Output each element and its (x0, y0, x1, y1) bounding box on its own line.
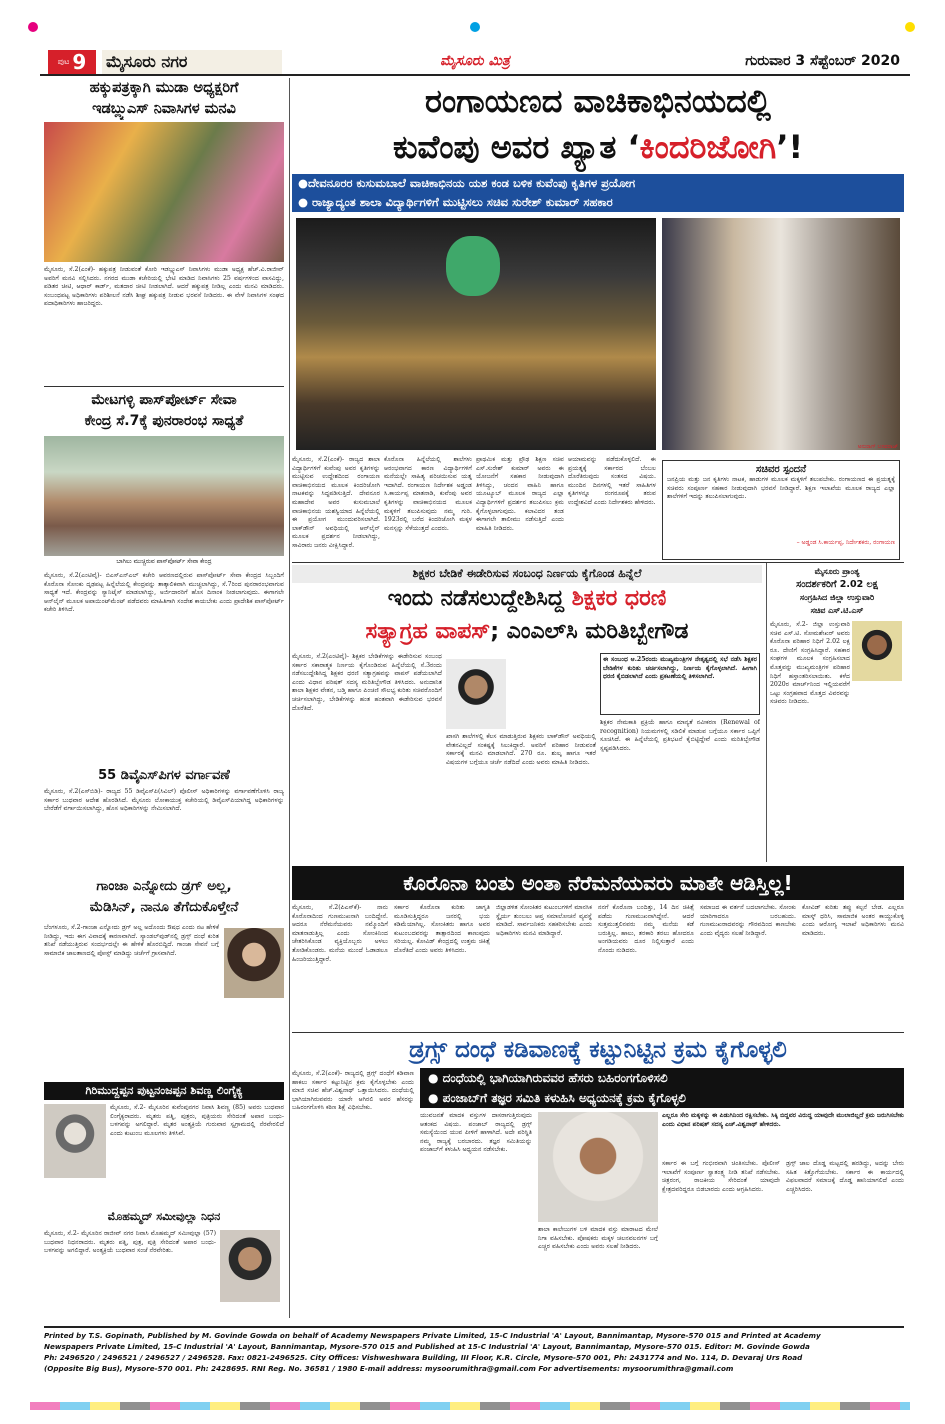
page-header (40, 46, 910, 76)
corona-banner: ಕೊರೊನಾ ಬಂತು ಅಂತಾ ನೆರೆಮನೆಯವರು ಮಾತೇ ಆಡಿಸ್ತಿಲ್ಲ! (292, 866, 904, 900)
corona-body-col6: ಕೋವಿಡ್ ಕುರಿತು ತಪ್ಪು ಕಲ್ಪನೆ ಬೇಡ. ಎಲ್ಲರೂ ಮಾಸ್ಕ್ ಧರಿಸಿ, ಸಾಮಾಜಿಕ ಅಂತರ ಕಾಯ್ದುಕೊಳ್ಳಿ ಎಂದು ಆರೋಗ್ಯ ಇಲಾಖೆ ಅಧಿಕಾರಿಗಳು ಮನವಿ ಮಾಡಿದರು. (802, 904, 904, 937)
article-ganja-body: ಬೆಂಗಳೂರು, ಸೆ.2-ಗಾಂಜಾ ಎನ್ನೋದು ಡ್ರಗ್ ಅಲ್ಲ ಅದೊಂದು ಔಷಧ ಎಂದು ನಟ ಹೇಳಿಕೆ ನೀಡಿದ್ದು, ಇದು ಈಗ ವಿವಾದಕ್ಕೆ ಕಾರಣವಾಗಿದೆ. ಸ್ಯಾಂಡಲ್‌ವುಡ್‌ನಲ್ಲಿ ಡ್ರಗ್ಸ್ ದಂಧೆ ಕುರಿತ ತನಿಖೆ ನಡೆಯುತ್ತಿರುವ ಸಂದರ್ಭದಲ್ಲೇ ಈ ಹೇಳಿಕೆ ಹೊರಬಿದ್ದಿದೆ. ಗಾಂಜಾ ಸೇವನೆ ಬಗ್ಗೆ ಸಾಮಾಜಿಕ ಜಾಲತಾಣದಲ್ಲಿ ಪೋಸ್ಟ್ ಮಾಡಿದ್ದು ಚರ್ಚೆಗೆ ಗ್ರಾಸವಾಗಿದೆ. (44, 924, 219, 957)
quote-title: ಸಚಿವರ ಸ್ಪಂದನೆ (755, 464, 807, 475)
corona-body-col2: ಸರ್ಕಾರ ಕೊರೊನಾ ಕುರಿತು ಜಾಗೃತಿ ಮೂಡಿಸುತ್ತಿದ್ದರೂ ಜನರಲ್ಲಿ ಭಯ ಕಡಿಮೆಯಾಗಿಲ್ಲ. ಸೋಂಕಿತರು ಹಾಗೂ ಅವರ ಕುಟುಂಬದವರನ್ನು ತಾತ್ಸಾರದಿಂದ ಕಾಣುವುದು ಸರಿಯಲ್ಲ. ಕೋವಿಡ್ ಕೇಂದ್ರದಲ್ಲಿ ಉತ್ತಮ ಚಿಕಿತ್ಸೆ ದೊರೆತಿದೆ ಎಂದು ಅವರು ತಿಳಿಸಿದರು. (394, 904, 490, 954)
imprint: Printed by T.S. Gopinath, Published by M. Govinde Gowda on behalf of Academy Newspapers Private Limited, 15-C Industrial 'A' Layout, Bannimantap, Mysore-570 015 and Printed at Academy Newspapers Private Limited, 15-C Industrial 'A' Layout, Bannimantap, Mysore-570 015 and Published at 15-C Industrial 'A' Layout, Bannimantap, Mysore-570 015. Editor: M. Govinde Gowda Ph: 2496520 / 2496521 / 2496527 / 2496528. Fax: 0821-2496525. City Offices: Vishweshwara Building, III Floor, K.R. Circle, Mysore-570 001, Ph: 2431774 and No. 114, D. Devaraj Urs Road (Opposite Big Bus), Mysore-570 001. Ph: 2428695. RNI Reg. No. 36581 / 1980 E-mail address: mysoorumithra@gmail.com For advertisements: mysoorumithra@gmail.com (44, 1326, 904, 1382)
drugs-body-col5: ಡ್ರಗ್ಸ್ ಜಾಲ ದೊಡ್ಡ ಮಟ್ಟದಲ್ಲಿ ಹರಡಿದ್ದು, ಅದನ್ನು ಬೇರು ಸಹಿತ ಕಿತ್ತೊಗೆಯಬೇಕು. ಸರ್ಕಾರ ಈ ಕಾರ್ಯದಲ್ಲಿ ವಿಫಲವಾದರೆ ಸಮಾಜಕ್ಕೆ ದೊಡ್ಡ ಹಾನಿಯಾಗಲಿದೆ ಎಂದು ಎಚ್ಚರಿಸಿದರು. (786, 1160, 904, 1193)
column-divider (289, 78, 290, 1318)
section-name: ಮೈಸೂರು ನಗರ (102, 50, 282, 74)
registration-mark (28, 22, 38, 32)
drugs-body-col1: ಮೈಸೂರು, ಸೆ.2(ಎಂಕೆ)- ರಾಜ್ಯದಲ್ಲಿ ಡ್ರಗ್ಸ್ ದಂಧೆಗೆ ಕಡಿವಾಣ ಹಾಕಲು ಸರ್ಕಾರ ಕಟ್ಟುನಿಟ್ಟಿನ ಕ್ರಮ ಕೈಗೊಳ್ಳಬೇಕು ಎಂದು ಮಾಜಿ ಸಚಿವ ಹೆಚ್.ವಿಶ್ವನಾಥ್ ಒತ್ತಾಯಿಸಿದರು. ದಂಧೆಯಲ್ಲಿ ಭಾಗಿಯಾಗಿರುವವರು ಯಾರೇ ಆಗಿರಲಿ ಅವರ ಹೆಸರನ್ನು ಬಹಿರಂಗಗೊಳಿಸಿ ಕಠಿಣ ಶಿಕ್ಷೆ ವಿಧಿಸಬೇಕು. (292, 1070, 414, 1112)
article-dysp-body: ಮೈಸೂರು, ಸೆ.2(ಎಸ್‌ಬಿಡಿ)- ರಾಜ್ಯದ 55 ಡಿವೈಎಸ್‌ಪಿ(ಸಿವಿಲ್) ಪೊಲೀಸ್ ಅಧಿಕಾರಿಗಳನ್ನು ವರ್ಗಾವಣೆಗೊಳಿಸಿ ರಾಜ್ಯ ಸರ್ಕಾರ ಬುಧವಾರ ಆದೇಶ ಹೊರಡಿಸಿದೆ. ಮೈಸೂರು ಲೋಕಾಯುಕ್ತ ಕಚೇರಿಯಲ್ಲಿ ಡಿವೈಎಸ್‌ಪಿಯಾಗಿದ್ದ ಅಧಿಕಾರಿಗಳನ್ನು ಬೇರೆಡೆಗೆ ವರ್ಗಾಯಿಸಲಾಗಿದ್ದು, ಹೊಸ ಅಧಿಕಾರಿಗಳನ್ನು ನೇಮಿಸಲಾಗಿದೆ. (44, 788, 284, 813)
photo-minister-handover (662, 218, 900, 450)
registration-mark (905, 22, 915, 32)
article-muda-body: ಮೈಸೂರು, ಸೆ.2(ಎಂಕೆ)- ಹಕ್ಕುಪತ್ರ ನೀಡುವಂತೆ ಕೋರಿ ಇಡಬ್ಲ್ಯುಎಸ್ ನಿವಾಸಿಗಳು ಮುಡಾ ಅಧ್ಯಕ್ಷ ಹೆಚ್.ವಿ.ರಾಜೀವ್ ಅವರಿಗೆ ಮನವಿ ಸಲ್ಲಿಸಿದರು. ನಗರದ ಮುಡಾ ಕಚೇರಿಯಲ್ಲಿ ಭೇಟಿ ಮಾಡಿದ ನಿವಾಸಿಗಳು 25 ವರ್ಷಗಳಿಂದ ವಾಸವಿದ್ದು, ಪಡಿತರ ಚೀಟಿ, ಆಧಾರ್ ಕಾರ್ಡ್, ಮತದಾರ ಚೀಟಿ ನೀಡಲಾಗಿದೆ. ಆದರೆ ಹಕ್ಕುಪತ್ರ ನೀಡಿಲ್ಲ ಎಂದು ಮನವಿ ಮಾಡಿದರು. ಸಂಬಂಧಪಟ್ಟ ಅಧಿಕಾರಿಗಳು ಪರಿಶೀಲನೆ ನಡೆಸಿ ಶೀಘ್ರ ಹಕ್ಕುಪತ್ರ ನೀಡುವ ಭರವಸೆ ನೀಡಿದರು. ಈ ವೇಳೆ ನಿವಾಸಿಗಳ ಸಂಘದ ಪದಾಧಿಕಾರಿಗಳು ಹಾಜರಿದ್ದರು. (44, 266, 284, 308)
article-passport-body: ಮೈಸೂರು, ಸೆ.2(ಎಂಟಿವೈ)- ಬಿಎಸ್‌ಎನ್‌ಎಲ್ ಕಚೇರಿ ಆವರಣದಲ್ಲಿರುವ ಪಾಸ್‌ಪೋರ್ಟ್ ಸೇವಾ ಕೇಂದ್ರದ ಸಿಬ್ಬಂದಿಗೆ ಕೊರೊನಾ ಸೋಂಕು ದೃಢಪಟ್ಟ ಹಿನ್ನೆಲೆಯಲ್ಲಿ ಕೇಂದ್ರವನ್ನು ತಾತ್ಕಾಲಿಕವಾಗಿ ಮುಚ್ಚಲಾಗಿದ್ದು, ಸೆ.7ರಿಂದ ಪುನರಾರಂಭವಾಗುವ ಸಾಧ್ಯತೆ ಇದೆ. ಕೇಂದ್ರವನ್ನು ಸ್ಯಾನಿಟೈಸ್ ಮಾಡಲಾಗಿದ್ದು, ಅರ್ಜಿದಾರರಿಗೆ ಹೊಸ ದಿನಾಂಕ ನೀಡಲಾಗುವುದು. ಈಗಾಗಲೇ ಆನ್‌ಲೈನ್ ಮೂಲಕ ಅಪಾಯಿಂಟ್‌ಮೆಂಟ್ ಪಡೆದವರು ಮಾಹಿತಿಗಾಗಿ ಸಂದೇಶ ಕಾಯಬೇಕು ಎಂದು ಪ್ರಾದೇಶಿಕ ಪಾಸ್‌ಪೋರ್ಟ್ ಕಚೇರಿ ತಿಳಿಸಿದೆ. (44, 572, 284, 614)
corona-body-col4: ನನಗೆ ಕೊರೊನಾ ಬಂದಿತ್ತು, 14 ದಿನ ಚಿಕಿತ್ಸೆ ಪಡೆದು ಗುಣಮುಖನಾಗಿದ್ದೇನೆ. ಆದರೆ ಸುತ್ತಮುತ್ತಲಿನವರು ನಮ್ಮ ಮನೆಯ ಕಡೆ ಬರುತ್ತಿಲ್ಲ. ಹಾಲು, ತರಕಾರಿ ತರಲು ಹೋದರೂ ಅಂಗಡಿಯವರು ದೂರ ನಿಲ್ಲಿಸುತ್ತಾರೆ ಎಂದು ನೊಂದು ನುಡಿದರು. (598, 904, 694, 954)
lead-body-col4: ಆಯಾಮವನ್ನು ಪಡೆದುಕೊಳ್ಳಲಿದೆ. ಈ ಪ್ರಯತ್ನಕ್ಕೆ ಸರ್ಕಾರದ ಬೆಂಬಲ ದೊರೆತಿರುವುದು ಸಂತಸದ ವಿಷಯ. ಮುಂದಿನ ದಿನಗಳಲ್ಲಿ ಇತರೆ ಸಾಹಿತಿಗಳ ಕೃತಿಗಳನ್ನೂ ರಂಗರೂಪಕ್ಕೆ ತರುವ ಉದ್ದೇಶವಿದೆ ಎಂದು ನಿರ್ದೇಶಕರು ಹೇಳಿದರು. (568, 456, 656, 506)
teachers-headline-line2: ಸತ್ಯಾಗ್ರಹ ವಾಪಸ್; ಎಂಎಲ್‌ಸಿ ಮರಿತಿಬ್ಬೇಗೌಡ (365, 619, 689, 644)
corona-body-col1: ಮೈಸೂರು, ಸೆ.2(ಪಿಎಸ್‌ಕೆ)- ನಾನು ಕೊರೊನಾದಿಂದ ಗುಣಮುಖನಾಗಿ ಬಂದಿದ್ದೇನೆ. ಆದರೂ ನೆರೆಮನೆಯವರು ನಮ್ಮೊಂದಿಗೆ ಮಾತನಾಡುತ್ತಿಲ್ಲ ಎಂದು ಸೋಂಕಿನಿಂದ ಚೇತರಿಸಿಕೊಂಡ ವ್ಯಕ್ತಿಯೊಬ್ಬರು ಅಳಲು ತೋಡಿಕೊಂಡರು. ಮನೆಯ ಮುಂದೆ ಓಡಾಡಲೂ ಹಿಂಜರಿಯುತ್ತಿದ್ದಾರೆ. (292, 904, 388, 963)
photo-shivanna (44, 1104, 106, 1178)
page-number: 9 (72, 50, 87, 74)
photo-rangayana-stage (296, 218, 656, 450)
issue-date: ಗುರುವಾರ 3 ಸೆಪ್ಟೆಂಬರ್ 2020 (745, 53, 900, 69)
obituary-shivanna-body: ಮೈಸೂರು, ಸೆ.2- ಮೈಸೂರಿನ ಕುವೆಂಪುನಗರ ನಿವಾಸಿ ಶಿವಣ್ಣ (85) ಅವರು ಬುಧವಾರ ಲಿಂಗೈಕ್ಯರಾದರು. ಮೃತರು ಪತ್ನಿ, ಪುತ್ರರು, ಪುತ್ರಿಯರು ಸೇರಿದಂತೆ ಅಪಾರ ಬಂಧು-ಬಳಗವನ್ನು ಅಗಲಿದ್ದಾರೆ. ಮೃತರ ಅಂತ್ಯಕ್ರಿಯೆ ಗುರುವಾರ ಸ್ವಗ್ರಾಮದಲ್ಲಿ ನೆರವೇರಲಿದೆ ಎಂದು ಕುಟುಂಬ ಮೂಲಗಳು ತಿಳಿಸಿವೆ. (110, 1104, 284, 1137)
left-column (44, 78, 284, 1318)
lead-headline: ರಂಗಾಯಣದ ವಾಚಿಕಾಭಿನಯದಲ್ಲಿ ಕುವೆಂಪು ಅವರ ಖ್ಯಾತ ‘ಕಿಂದರಿಜೋಗಿ’! (392, 82, 804, 166)
photo-caption-passport: ಬಾಗಿಲು ಮುಚ್ಚಿರುವ ಪಾಸ್‌ಪೋರ್ಟ್ ಸೇವಾ ಕೇಂದ್ರ (116, 558, 212, 565)
stage-mask-figure (446, 236, 500, 296)
teachers-kicker: ಶಿಕ್ಷಕರ ಬೇಡಿಕೆ ಈಡೇರಿಸುವ ಸಂಬಂಧ ನಿರ್ಣಯ ಕೈಗೊಂಡ ಹಿನ್ನೆಲೆ (292, 565, 762, 583)
photo-passport-office (44, 436, 284, 556)
photo-h-vishwanath (538, 1112, 658, 1222)
side-headline-sts: ಮೈಸೂರು ಪ್ರಾಂತ್ಯ ಸಂದರ್ಶಕರಿಗೆ 2.02 ಲಕ್ಷ ಸಂಗ್ರಹಿಸಿದ ಜಿಲ್ಲಾ ಉಸ್ತುವಾರಿ ಸಚಿವ ಎಸ್.ಟಿ.ಎಸ್ (796, 567, 878, 615)
lead-body-col1: ಮೈಸೂರು, ಸೆ.2(ಎಂಕೆ)- ರಾಜ್ಯದ ಶಾಲಾ ವಿದ್ಯಾರ್ಥಿಗಳಿಗೆ ಕುವೆಂಪು ಅವರ ಕೃತಿಗಳನ್ನು ಮುಟ್ಟಿಸುವ ಉದ್ದೇಶದಿಂದ ರಂಗಾಯಣ ವಾಚಿಕಾಭಿನಯದ ಮೂಲಕ ಕಿಂದರಿಜೋಗಿ ನಾಟಕವನ್ನು ಸಿದ್ಧಪಡಿಸುತ್ತಿದೆ. ದೇವನೂರ ಮಹಾದೇವ ಅವರ ಕುಸುಮಬಾಲೆ ವಾಚಿಕಾಭಿನಯ ಯಶಸ್ವಿಯಾದ ಹಿನ್ನೆಲೆಯಲ್ಲಿ ಈ ಪ್ರಯೋಗ ಮುಂದುವರಿಸಲಾಗಿದೆ. ಲಾಕ್‌ಡೌನ್ ಅವಧಿಯಲ್ಲಿ ಆನ್‌ಲೈನ್ ಮೂಲಕ ಪ್ರದರ್ಶನ ನೀಡಲಾಗಿದ್ದು, ಸಾವಿರಾರು ಜನರು ವೀಕ್ಷಿಸಿದ್ದಾರೆ. (292, 456, 380, 549)
page-label: ಪುಟ (57, 57, 70, 66)
photo-actor (224, 928, 284, 998)
quote-author: – ಅಡ್ಡಂಡ ಸಿ.ಕಾರ್ಯಪ್ಪ, ನಿರ್ದೇಶಕರು, ರಂಗಾಯಣ (796, 539, 895, 546)
teachers-body-col1: ಮೈಸೂರು, ಸೆ.2(ಎಂಟಿವೈ)- ಶಿಕ್ಷಕರ ಬೇಡಿಕೆಗಳನ್ನು ಈಡೇರಿಸುವ ಸಂಬಂಧ ಸರ್ಕಾರ ಸಕಾರಾತ್ಮಕ ನಿರ್ಣಯ ಕೈಗೊಂಡಿರುವ ಹಿನ್ನೆಲೆಯಲ್ಲಿ ಸೆ.3ರಂದು ನಡೆಸಲುದ್ದೇಶಿಸಿದ್ದ ಶಿಕ್ಷಕರ ಧರಣಿ ಸತ್ಯಾಗ್ರಹವನ್ನು ವಾಪಸ್ ಪಡೆಯಲಾಗಿದೆ ಎಂದು ವಿಧಾನ ಪರಿಷತ್ ಸದಸ್ಯ ಮರಿತಿಬ್ಬೇಗೌಡ ತಿಳಿಸಿದರು. ಅನುದಾನಿತ ಶಾಲಾ ಶಿಕ್ಷಕರ ವೇತನ, ಬಡ್ತಿ ಹಾಗೂ ಪಿಂಚಣಿ ಸೌಲಭ್ಯ ಕುರಿತು ಸಚಿವರೊಂದಿಗೆ ಚರ್ಚಿಸಲಾಗಿದ್ದು, ಬೇಡಿಕೆಗಳನ್ನು ಹಂತ ಹಂತವಾಗಿ ಈಡೇರಿಸುವ ಭರವಸೆ ದೊರೆತಿದೆ. (292, 653, 442, 712)
lead-body-col3: ಪ್ರಾಥಮಿಕ ಮತ್ತು ಪ್ರೌಢ ಶಿಕ್ಷಣ ಸಚಿವ ಎಸ್.ಸುರೇಶ್ ಕುಮಾರ್ ಅವರು ಈ ಯೋಜನೆಗೆ ಸಹಕಾರ ನೀಡುವುದಾಗಿ ತಿಳಿಸಿದ್ದು, ಚಂದನ ವಾಹಿನಿ ಹಾಗೂ ಯೂಟ್ಯೂಬ್ ಮೂಲಕ ರಾಜ್ಯದ ಎಲ್ಲಾ ವಿದ್ಯಾರ್ಥಿಗಳಿಗೆ ಪ್ರದರ್ಶನ ತಲುಪಿಸಲು ಕ್ರಮ ಕೈಗೊಳ್ಳಲಾಗುವುದು. ಕಲಾವಿದರ ತಂಡ ಈಗಾಗಲೇ ತಾಲೀಮು ನಡೆಸುತ್ತಿದೆ ಎಂದು ಮಾಹಿತಿ ನೀಡಿದರು. (476, 456, 564, 532)
photo-samiulla (220, 1230, 280, 1302)
drugs-headline: ಡ್ರಗ್ಸ್ ದಂಧೆ ಕಡಿವಾಣಕ್ಕೆ ಕಟ್ಟುನಿಟ್ಟಿನ ಕ್ರಮ ಕೈಗೊಳ್ಳಲಿ (292, 1032, 904, 1066)
headline-dysp: 55 ಡಿವೈಎಸ್‌ಪಿಗಳ ವರ್ಗಾವಣೆ (98, 768, 230, 783)
lead-story (292, 78, 904, 560)
side-body-sts: ಮೈಸೂರು, ಸೆ.2- ಜಿಲ್ಲಾ ಉಸ್ತುವಾರಿ ಸಚಿವ ಎಸ್.ಟಿ. ಸೋಮಶೇಖರ್ ಅವರು ಕೊರೊನಾ ಪರಿಹಾರ ನಿಧಿಗೆ 2.02 ಲಕ್ಷ ರೂ. ದೇಣಿಗೆ ಸಂಗ್ರಹಿಸಿದ್ದಾರೆ. ಸಹಕಾರ ಸಂಘಗಳ ಮೂಲಕ ಸಂಗ್ರಹಿಸಲಾದ ಮೊತ್ತವನ್ನು ಮುಖ್ಯಮಂತ್ರಿಗಳ ಪರಿಹಾರ ನಿಧಿಗೆ ಹಸ್ತಾಂತರಿಸಲಾಯಿತು. ಕಳೆದ 2020ರ ಮಾರ್ಚ್‌ನಿಂದ ಇಲ್ಲಿಯವರೆಗೆ ಒಟ್ಟು ಸಂಗ್ರಹವಾದ ಮೊತ್ತದ ವಿವರವನ್ನು ಸಚಿವರು ನೀಡಿದರು. (770, 621, 850, 706)
quote-body: ಜನಪ್ರಿಯ ಮತ್ತು ಜನ ಕೃತಿಗಳು ನಾಟಕ, ಹಾಡುಗಳ ಮೂಲಕ ಮಕ್ಕಳಿಗೆ ತಲುಪಬೇಕು. ರಂಗಾಯಣದ ಈ ಪ್ರಯತ್ನಕ್ಕೆ ಸಚಿವರು ಸಂಪೂರ್ಣ ಸಹಕಾರ ನೀಡುವುದಾಗಿ ಭರವಸೆ ನೀಡಿದ್ದಾರೆ. ಶಿಕ್ಷಣ ಇಲಾಖೆಯ ಮೂಲಕ ರಾಜ್ಯದ ಎಲ್ಲಾ ಶಾಲೆಗಳಿಗೆ ಇದನ್ನು ತಲುಪಿಸಲಾಗುವುದು. (667, 476, 895, 501)
obituary-samiulla-body: ಮೈಸೂರು, ಸೆ.2- ಮೈಸೂರಿನ ರಾಜೀವ್ ನಗರ ನಿವಾಸಿ ಮೊಹಮ್ಮದ್ ಸಮೀವುಲ್ಲಾ (57) ಬುಧವಾರ ನಿಧನರಾದರು. ಮೃತರು ಪತ್ನಿ, ಪುತ್ರ, ಪುತ್ರಿ ಸೇರಿದಂತೆ ಅಪಾರ ಬಂಧು-ಬಳಗವನ್ನು ಅಗಲಿದ್ದಾರೆ. ಅಂತ್ಯಕ್ರಿಯೆ ಬುಧವಾರ ಸಂಜೆ ನೆರವೇರಿತು. (44, 1230, 216, 1255)
teachers-body-col2: ಖಾಸಗಿ ಶಾಲೆಗಳಲ್ಲಿ ಕೆಲಸ ಮಾಡುತ್ತಿರುವ ಶಿಕ್ಷಕರು ಲಾಕ್‌ಡೌನ್ ಅವಧಿಯಲ್ಲಿ ವೇತನವಿಲ್ಲದೆ ಸಂಕಷ್ಟಕ್ಕೆ ಸಿಲುಕಿದ್ದಾರೆ. ಅವರಿಗೆ ಪರಿಹಾರ ನೀಡುವಂತೆ ಸರ್ಕಾರಕ್ಕೆ ಮನವಿ ಮಾಡಲಾಗಿದೆ. 270 ರೂ. ಶುಲ್ಕ ಹಾಗೂ ಇತರೆ ವಿಷಯಗಳ ಬಗ್ಗೆಯೂ ಚರ್ಚೆ ನಡೆದಿದೆ ಎಂದು ಅವರು ಮಾಹಿತಿ ನೀಡಿದರು. (446, 733, 596, 766)
photo-ews-residents (44, 122, 284, 262)
obituary-banner-shivanna: ಗಿರಿಮುದ್ದಪ್ಪನ ಪುಟ್ಟನಂಜಪ್ಪನ ಶಿವಣ್ಣ ಲಿಂಗೈಕ್ಯ (44, 1082, 284, 1100)
registration-mark (470, 22, 480, 32)
headline-passport: ಮೇಟಗಳ್ಳಿ ಪಾಸ್‌ಪೋರ್ಟ್ ಸೇವಾ ಕೇಂದ್ರ ಸೆ.7ಕ್ಕೆ ಪುನರಾರಂಭ ಸಾಧ್ಯತೆ (84, 392, 244, 429)
photo-credit: ಅನುರಾಗ್ ಬಸವರಾಜ್ (857, 444, 898, 450)
corona-body-col5: ಸಮಾಜದ ಈ ವರ್ತನೆ ಬದಲಾಗಬೇಕು. ಸೋಂಕು ಯಾರಿಗಾದರೂ ಬರಬಹುದು. ಗುಣಮುಖರಾದವರನ್ನು ಗೌರವದಿಂದ ಕಾಣಬೇಕು ಎಂದು ವೈದ್ಯರು ಸಲಹೆ ನೀಡಿದ್ದಾರೆ. (700, 904, 796, 937)
lead-body-col2: ಕೊರೊನಾ ಹಿನ್ನೆಲೆಯಲ್ಲಿ ಶಾಲೆಗಳು ಆರಂಭವಾಗದ ಕಾರಣ ವಿದ್ಯಾರ್ಥಿಗಳಿಗೆ ಮನೆಯಲ್ಲೇ ಸಾಹಿತ್ಯ ಪರಿಚಯಿಸುವ ಯತ್ನ ಇದಾಗಿದೆ. ರಂಗಾಯಣ ನಿರ್ದೇಶಕ ಅಡ್ಡಂಡ ಸಿ.ಕಾರ್ಯಪ್ಪ ಮಾತನಾಡಿ, ಕುವೆಂಪು ಅವರ ಕೃತಿಗಳನ್ನು ವಾಚಿಕಾಭಿನಯದ ಮೂಲಕ ಮಕ್ಕಳಿಗೆ ತಲುಪಿಸುವುದು ನಮ್ಮ ಗುರಿ. 1923ರಲ್ಲಿ ಬರೆದ ಕಿಂದರಿಜೋಗಿ ಮಕ್ಕಳ ಮನಸ್ಸನ್ನು ಸೆಳೆಯುತ್ತದೆ ಎಂದರು. (384, 456, 472, 532)
headline-muda: ಹಕ್ಕುಪತ್ರಕ್ಕಾಗಿ ಮುಡಾ ಅಧ್ಯಕ್ಷರಿಗೆ ಇಡಬ್ಲ್ಯುಎಸ್ ನಿವಾಸಿಗಳ ಮನವಿ (89, 80, 239, 117)
teachers-box: ಈ ಸಂಬಂಧ ಆ.25ರಂದು ಮುಖ್ಯಮಂತ್ರಿಗಳ ನೇತೃತ್ವದಲ್ಲಿ ಸಭೆ ನಡೆಸಿ ಶಿಕ್ಷಕರ ಬೇಡಿಕೆಗಳ ಕುರಿತು ಚರ್ಚಿಸಲಾಗಿದ್ದು, ನಿರ್ಣಯ ಕೈಗೊಳ್ಳಲಾಗಿದೆ. ಹೀಗಾಗಿ ಧರಣಿ ಕೈಬಿಡಲಾಗಿದೆ ಎಂದು ಪ್ರಕಟಣೆಯಲ್ಲಿ ತಿಳಿಸಲಾಗಿದೆ. (600, 653, 760, 715)
color-bar (30, 1402, 910, 1410)
drugs-body-col3: ಶಾಲಾ ಕಾಲೇಜುಗಳ ಬಳಿ ಮಾದಕ ವಸ್ತು ಮಾರಾಟದ ಮೇಲೆ ನಿಗಾ ವಹಿಸಬೇಕು. ಪೋಷಕರು ಮಕ್ಕಳ ಚಲನವಲನಗಳ ಬಗ್ಗೆ ಎಚ್ಚರ ವಹಿಸಬೇಕು ಎಂದು ಅವರು ಸಲಹೆ ನೀಡಿದರು. (538, 1226, 658, 1251)
teachers-body-col3: ಶಿಕ್ಷಕರ ನೇಮಕಾತಿ ಪ್ರಕ್ರಿಯೆ ಹಾಗೂ ಮಾನ್ಯತೆ ನವೀಕರಣ (Renewal of recognition) ನಿಯಮಗಳಲ್ಲಿ ಸಡಿಲಿಕೆ ಮಾಡುವ ಬಗ್ಗೆಯೂ ಸರ್ಕಾರ ಒಪ್ಪಿಗೆ ಸೂಚಿಸಿದೆ. ಈ ಹಿನ್ನೆಲೆಯಲ್ಲಿ ಪ್ರತಿಭಟನೆ ಕೈಬಿಟ್ಟಿದ್ದೇವೆ ಎಂದು ಮರಿತಿಬ್ಬೇಗೌಡ ಸ್ಪಷ್ಟಪಡಿಸಿದರು. (600, 719, 760, 752)
page-number-badge (48, 50, 96, 74)
drugs-subhead-banner: ● ದಂಧೆಯಲ್ಲಿ ಭಾಗಿಯಾಗಿರುವವರ ಹೆಸರು ಬಹಿರಂಗಗೊಳಿಸಲಿ ● ಪಂಜಾಬ್‌ಗೆ ತಜ್ಞರ ಸಮಿತಿ ಕಳುಹಿಸಿ ಅಧ್ಯಯನಕ್ಕೆ ಕ್ರಮ ಕೈಗೊಳ್ಳಲಿ (420, 1068, 904, 1108)
teachers-side-divider (766, 563, 767, 862)
headline-obit-samiulla: ಮೊಹಮ್ಮದ್ ಸಮೀವುಲ್ಲಾ ನಿಧನ (107, 1210, 221, 1223)
drugs-body-col4: ಸರ್ಕಾರ ಈ ಬಗ್ಗೆ ಗಂಭೀರವಾಗಿ ಚಿಂತಿಸಬೇಕು. ಪೊಲೀಸ್ ಇಲಾಖೆಗೆ ಸಂಪೂರ್ಣ ಸ್ವಾತಂತ್ರ್ಯ ನೀಡಿ ತನಿಖೆ ನಡೆಸಬೇಕು. ಚಿತ್ರರಂಗ, ರಾಜಕೀಯ ಸೇರಿದಂತೆ ಯಾವುದೇ ಕ್ಷೇತ್ರದವರಿದ್ದರೂ ಬಿಡಬಾರದು ಎಂದು ಆಗ್ರಹಿಸಿದರು. (662, 1160, 780, 1193)
teachers-story (292, 562, 904, 862)
corona-body-col3: ಜಿಲ್ಲಾಡಳಿತ ಸೋಂಕಿತರ ಕುಟುಂಬಗಳಿಗೆ ಮಾನಸಿಕ ಸ್ಥೈರ್ಯ ತುಂಬಲು ಆಪ್ತ ಸಮಾಲೋಚನೆ ವ್ಯವಸ್ಥೆ ಮಾಡಿದೆ. ಸಾರ್ವಜನಿಕರು ಸಹಕರಿಸಬೇಕು ಎಂದು ಅಧಿಕಾರಿಗಳು ಮನವಿ ಮಾಡಿದ್ದಾರೆ. (496, 904, 592, 937)
headline-ganja: ಗಾಂಜಾ ಎನ್ನೋದು ಡ್ರಗ್ ಅಲ್ಲ, ಮೆಡಿಸಿನ್, ನಾನೂ ತೆಗೆದುಕೊಳ್ತೇನೆ (89, 878, 239, 915)
lead-subhead-banner: ●ದೇವನೂರರ ಕುಸುಮಬಾಲೆ ವಾಚಿಕಾಭಿನಯ ಯಶ ಕಂಡ ಬಳಿಕ ಕುವೆಂಪು ಕೃತಿಗಳ ಪ್ರಯೋಗ ● ರಾಜ್ಯಾದ್ಯಂತ ಶಾಲಾ ವಿದ್ಯಾರ್ಥಿಗಳಿಗೆ ಮುಟ್ಟಿಸಲು ಸಚಿವ ಸುರೇಶ್ ಕುಮಾರ್ ಸಹಕಾರ (292, 174, 904, 212)
photo-marithibbegowda (446, 659, 506, 729)
drugs-box: ಎಲ್ಲರೂ ಸೇರಿ ಮಕ್ಕಳನ್ನು ಈ ಪಿಡುಗಿನಿಂದ ರಕ್ಷಿಸಬೇಕು. ಸಿಕ್ಕಿ ಬಿದ್ದವರ ವಿರುದ್ಧ ಯಾವುದೇ ಮುಲಾಜಿಲ್ಲದೆ ಕ್ರಮ ಜರುಗಿಸಬೇಕು ಎಂದು ವಿಧಾನ ಪರಿಷತ್ ಸದಸ್ಯ ಎಚ್.ವಿಶ್ವನಾಥ್ ಹೇಳಿದರು. (662, 1112, 904, 1128)
drugs-body-col2: ಯುವಜನತೆ ಮಾದಕ ವಸ್ತುಗಳ ದಾಸರಾಗುತ್ತಿರುವುದು ಆತಂಕದ ವಿಷಯ. ಪಂಜಾಬ್ ರಾಜ್ಯದಲ್ಲಿ ಡ್ರಗ್ಸ್ ಸಮಸ್ಯೆಯಿಂದ ಯುವ ಪೀಳಿಗೆ ಹಾಳಾಗಿದೆ. ಅದೇ ಪರಿಸ್ಥಿತಿ ನಮ್ಮ ರಾಜ್ಯಕ್ಕೆ ಬರಬಾರದು. ತಜ್ಞರ ಸಮಿತಿಯನ್ನು ಪಂಜಾಬ್‌ಗೆ ಕಳುಹಿಸಿ ಅಧ್ಯಯನ ನಡೆಸಬೇಕು. (420, 1112, 532, 1154)
photo-st-somashekar (852, 621, 902, 681)
masthead: ಮೈಸೂರು ಮಿತ್ರ (440, 53, 510, 69)
quote-box (662, 460, 900, 560)
teachers-headline-line1: ಇಂದು ನಡೆಸಲುದ್ದೇಶಿಸಿದ್ದ ಶಿಕ್ಷಕರ ಧರಣಿ (387, 586, 667, 611)
rule (44, 386, 284, 387)
